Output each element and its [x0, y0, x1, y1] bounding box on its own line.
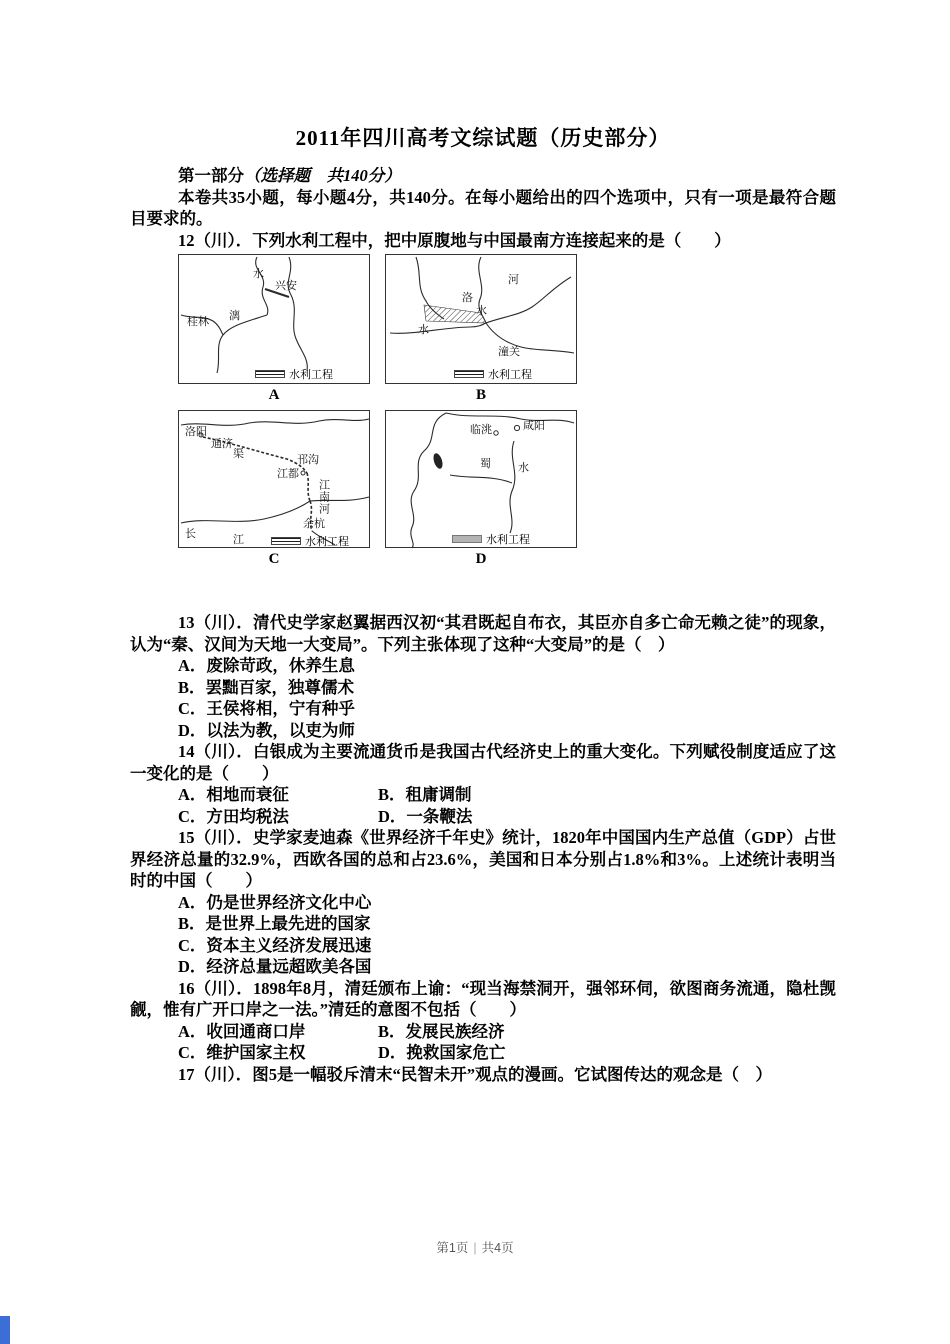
map-d-caption: D — [475, 551, 487, 567]
map-label: 邗沟 — [297, 454, 319, 466]
question-14 — [130, 741, 836, 827]
question-13-option-a: A．废除苛政，休养生息 — [178, 656, 355, 675]
question-15-option-a: A．仍是世界经济文化中心 — [178, 892, 372, 912]
map-option-c — [178, 410, 370, 570]
question-12-maps — [178, 254, 836, 570]
map-label: 河 — [508, 274, 519, 286]
question-14-option-a: A．相地而衰征 — [178, 785, 289, 804]
map-label: 潼关 — [498, 346, 520, 358]
document-content — [130, 122, 836, 1085]
map-legend — [271, 533, 349, 549]
question-14-option-d: D．一条鞭法 — [378, 806, 473, 826]
map-c-box — [178, 410, 370, 548]
legend-swatch-icon — [452, 535, 482, 543]
map-a-box — [178, 254, 370, 384]
map-label: 渠 — [233, 448, 244, 460]
map-label: 蜀 — [480, 458, 491, 470]
map-label: 桂林 — [187, 316, 209, 328]
question-15-stem: 15（川）．史学家麦迪森《世界经济千年史》统计，1820年中国国内生产总值（GDP）占世界经济总量的32.9%，西欧各国的总和占23.6%，美国和日本分别占1.8%和3%。上述统计表明当时的中国（ ） — [130, 828, 836, 890]
legend-swatch-icon — [255, 370, 285, 378]
map-label: 洛阳 — [185, 426, 207, 438]
section-heading — [178, 165, 836, 187]
question-17-stem: 17（川）．图5是一幅驳斥清末“民智未开”观点的漫画。它试图传达的观念是（ ） — [178, 1064, 772, 1084]
page-title: 2011年四川高考文综试题（历史部分） — [295, 126, 671, 150]
legend-label: 水利工程 — [486, 534, 530, 546]
map-option-a — [178, 254, 370, 406]
legend-swatch-icon — [454, 370, 484, 378]
question-13 — [130, 612, 836, 741]
map-b-caption: B — [475, 387, 486, 403]
map-label: 长 — [185, 528, 196, 540]
map-label: 洛 — [462, 292, 473, 304]
question-12 — [130, 230, 836, 571]
question-14-option-c: C．方田均税法 — [178, 806, 289, 826]
question-13-option-d: D．以法为教，以吏为师 — [178, 720, 355, 740]
section-meta: （选择题 共140分） — [244, 166, 401, 185]
legend-swatch-icon — [271, 537, 301, 545]
question-15 — [130, 827, 836, 978]
question-16-options-row-2 — [178, 1042, 836, 1064]
map-label: 临洮 — [470, 424, 492, 436]
section-title: 第一部分 — [178, 166, 244, 185]
viewer-scrollbar-artifact — [0, 1316, 10, 1344]
map-label: 咸阳 — [523, 420, 545, 432]
map-legend — [452, 531, 530, 547]
footer-page-number: 第1页 — [436, 1241, 469, 1255]
map-label: 兴安 — [275, 280, 297, 292]
map-label: 水 — [253, 268, 264, 280]
map-c-caption: C — [268, 551, 280, 567]
map-legend — [255, 366, 333, 382]
question-14-option-b: B．租庸调制 — [378, 785, 472, 804]
question-15-option-d: D．经济总量远超欧美各国 — [178, 957, 372, 976]
question-12-stem: 12（川）．下列水利工程中，把中原腹地与中国最南方连接起来的是（ ） — [178, 230, 731, 250]
map-legend — [454, 366, 532, 382]
question-15-option-b: B．是世界上最先进的国家 — [178, 914, 371, 933]
question-16-option-a: A．收回通商口岸 — [178, 1021, 306, 1041]
map-label: 漓 — [229, 310, 240, 322]
question-14-options-row-1 — [178, 784, 836, 806]
question-14-stem: 14（川）．白银成为主要流通货币是我国古代经济史上的重大变化。下列赋役制度适应了这一变化的是（ ） — [130, 742, 836, 783]
legend-label: 水利工程 — [488, 369, 532, 381]
question-15-option-c: C．资本主义经济发展迅速 — [178, 935, 372, 955]
map-option-d — [385, 410, 577, 570]
question-16-stem: 16（川）．1898年8月，清廷颁布上谕：“现当海禁洞开，强邻环伺，欲图商务流通，隐杜觊觎，惟有广开口岸之一法。”清廷的意图不包括（ ） — [130, 978, 836, 1019]
legend-label: 水利工程 — [289, 369, 333, 381]
exam-instructions: 本卷共35小题，每小题4分，共140分。在每小题给出的四个选项中，只有一项是最符合题目要求的。 — [130, 187, 836, 228]
question-16-option-b: B．发展民族经济 — [378, 1021, 505, 1041]
map-label: 水 — [418, 324, 429, 336]
question-16-option-c: C．维护国家主权 — [178, 1043, 306, 1062]
question-16-option-d: D．挽救国家危亡 — [378, 1043, 506, 1062]
footer-separator: | — [473, 1241, 477, 1255]
map-label: 余杭 — [303, 518, 325, 530]
map-label: 水 — [518, 462, 529, 474]
question-13-option-c: C．王侯将相，宁有种乎 — [178, 699, 355, 718]
footer-total-pages: 共4页 — [481, 1241, 514, 1255]
map-label: 通济 — [211, 438, 233, 450]
question-16-options-row-1 — [178, 1021, 836, 1043]
map-label: 江 — [233, 534, 244, 546]
question-17 — [130, 1064, 836, 1086]
map-b-box — [385, 254, 577, 384]
map-label: 水 — [476, 305, 487, 317]
question-14-options-row-2 — [178, 806, 836, 828]
map-option-b — [385, 254, 577, 406]
question-13-stem: 13（川）．清代史学家赵翼据西汉初“其君既起自布衣，其臣亦自多亡命无赖之徒”的现象，认为“秦、汉间为天地一大变局”。下列主张体现了这种“大变局”的是（ ） — [130, 613, 836, 654]
legend-label: 水利工程 — [305, 536, 349, 548]
map-c-drawing — [179, 411, 371, 549]
map-d-box — [385, 410, 577, 548]
page-footer — [0, 1238, 950, 1256]
question-16 — [130, 978, 836, 1064]
map-label: 江南河 — [317, 479, 330, 515]
map-label: 江都 — [277, 468, 299, 480]
map-a-caption: A — [268, 387, 280, 403]
question-13-option-b: B．罢黜百家，独尊儒术 — [178, 677, 355, 697]
